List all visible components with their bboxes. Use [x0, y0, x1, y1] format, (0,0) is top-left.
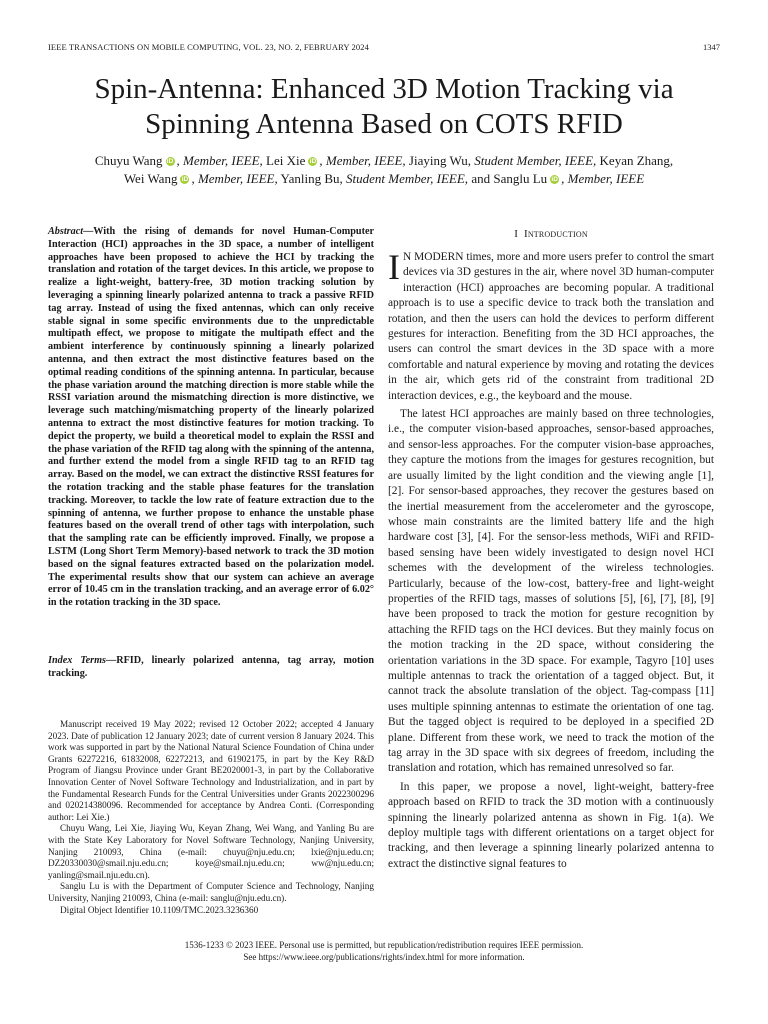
author-role: , Member, IEEE [561, 171, 645, 186]
author-role: , Member, IEEE, [191, 171, 278, 186]
abstract [48, 226, 374, 610]
paper-title [48, 72, 720, 142]
title-line-1: Spin-Antenna: Enhanced 3D Motion Tracking via [94, 73, 674, 105]
section-heading [388, 228, 714, 240]
footnotes [48, 719, 374, 916]
abstract-label: Abstract [48, 226, 84, 237]
abstract-text: —With the rising of demands for novel Human-Computer Interaction (HCI) approaches in the 3D space, a number of intelligent approaches have been proposed to achieve the HCI by tracking the translation and rotation of the target devices. In this article, we propose to realize a light-weight, battery-free, 3D motion tracking solution by leveraging a spinning linearly polarized antenna to track a passive RFID tag array. Instead of using the fixed antennas, which can only receive stable signal in some specific environments due to the unpredictable multipath effect, we propose to mitigate the multipath effect and the ambient interference by continuously spinning a linearly polarized antenna, and then extract the most distinctive features based on the optimal reading conditions of the spinning antenna. In particular, because the phase variation around the matching direction is more stable while the RSSI variation around the mismatching direction is more distinctive, we leverage such matching/mismatching property of the linearly polarized antenna to extract the most distinctive features for motion tracking. To depict the property, we build a theoretical model to explain the RSSI and the phase variation of the RFID tag along with the spinning of the antenna, and further extend the model from a single RFID tag to an RFID tag array. Based on the model, we can extract the distinctive RSSI features for the rotation tracking and the stable phase features for the translation tracking. Moreover, to tackle the low rate of feature extraction due to the spinning of antenna, we further propose to enhance the unstable phase features based on the overall trend of other tags with interpolation, such that the sampling rate can be efficiently improved. Finally, we propose a LSTM (Long Short Term Memory)-based network to track the 3D motion based on the signal features extracted based on the polarization model. The experimental results show that our system can achieve an average error of 10.45 cm in the translation tracking, and an average error of 6.02° in the rotation tracking in the 3D space. [48, 226, 374, 609]
section-title: Introduction [523, 228, 588, 240]
footnote-affiliation: Chuyu Wang, Lei Xie, Jiaying Wu, Keyan Zhang, Wei Wang, and Yanling Bu are with the State Key Laboratory for Novel Software Technology, Nanjing University, Nanjing 210093, China (e-mail: chuyu@nju.edu.cn; lxie@nju.edu.cn; DZ20330030@smail.nju.edu.cn; koye@smail.nju.edu.cn; ww@nju.edu.cn; yanling@smail.nju.edu.cn). [48, 823, 374, 880]
author-role: Student Member, IEEE, [474, 153, 597, 168]
page-number: 1347 [703, 42, 720, 52]
copyright-line-2: See https://www.ieee.org/publications/rights/index.html for more information. [243, 952, 525, 962]
author-list [48, 152, 720, 188]
author-name: Yanling Bu, [280, 171, 343, 186]
running-header [48, 42, 720, 54]
intro-paragraph-3: In this paper, we propose a novel, light-weight, battery-free approach based on RFID to track the 3D motion with a continuously spinning the linearly polarized antenna as shown in Fig. 1(a). We deploy multiple tags with different orientations on a target object for tracking, and then leverage a spinning linearly polarized antenna to extract the distinctive signal features to [388, 780, 714, 870]
index-terms [48, 655, 374, 681]
author-name: and Sanglu Lu [471, 171, 548, 186]
introduction-body [388, 247, 714, 875]
author-role: , Member, IEEE, [176, 153, 263, 168]
author-name: Jiaying Wu, [408, 153, 471, 168]
section-number: I [514, 228, 519, 240]
journal-name: IEEE TRANSACTIONS ON MOBILE COMPUTING, VOL. 23, NO. 2, FEBRUARY 2024 [48, 42, 369, 52]
copyright-notice [48, 939, 720, 963]
author-name: Keyan Zhang, [599, 153, 674, 168]
author-name: Wei Wang [123, 171, 178, 186]
orcid-icon[interactable]: iD [166, 158, 174, 165]
author-line-1 [48, 152, 720, 170]
dropcap-letter: I [388, 247, 400, 287]
footnote-affiliation-2: Sanglu Lu is with the Department of Computer Science and Technology, Nanjing University, Nanjing 210093, China (e-mail: sanglu@nju.edu.cn). [48, 881, 374, 903]
author-name: Lei Xie [266, 153, 306, 168]
intro-paragraph-2: The latest HCI approaches are mainly based on three technologies, i.e., the computer vision-based approaches, sensor-based approaches, and sensor-less approaches. For the computer vision-base approaches, they capture the motions from the images for gestures recognition, but are usually limited by the light condition and the viewing angle [1], [2]. For sensor-based approaches, they recover the gestures based on the inertial measurement from the accelerometer and the gyroscope, whose main constraints are the limited battery life and the high hardware cost [3], [4]. For the sensor-less methods, WiFi and RFID-based sensing have been widely investigated to design novel HCI schemes with the development of the wireless technologies. Particularly, because of the low-cost, battery-free and light-weight properties of the RFID tags, masses of solutions [5], [6], [7], [8], [9] have been proposed to track the motion for gesture recognition by attaching the RFID tags on the HCI devices. But they mainly focus on the motion tracking in the 2D space, without considering the orientation variations in the 3D space. For example, Tagyro [10] uses multiple antennas to track the orientation of a tagged object. But, it cannot track the absolute translation of the object. Tag-compass [11] uses multiple spinning antennas to estimate the orientation of one tag. But the tagged object is required to be deployed in a specified 2D plane. Different from these work, we need to track the motion of the tag array in the 3D space with six degrees of freedom, including the translation and rotation, which has remained unresolved so far. [388, 408, 714, 775]
author-line-2 [48, 170, 720, 188]
copyright-line-1: 1536-1233 © 2023 IEEE. Personal use is permitted, but republication/redistribution requires IEEE permission. [184, 940, 584, 950]
orcid-icon[interactable]: iD [309, 158, 317, 165]
title-line-2: Spinning Antenna Based on COTS RFID [145, 108, 623, 140]
index-terms-text: —RFID, linearly polarized antenna, tag array, motion tracking. [48, 655, 374, 679]
orcid-icon[interactable]: iD [181, 176, 189, 183]
intro-paragraph-1: I N MODERN times, more and more users prefer to control the smart devices via 3D gestures in the air, where novel 3D human-computer interaction (HCI) approaches are becoming popular. A traditional approach is to use a specific device to track both the translation and rotation, and then the users can hold the devices to perform different gestures for interaction. Benefiting from the 3D HCI approaches, the users can control the smart devices in the 3D space with a more comfortable and natural experience by moving and rotating the devices in the air, which gets rid of the constraint from traditional 2D interaction devices, e.g., the keyboard and the mouse. [388, 247, 714, 402]
orcid-icon[interactable]: iD [551, 176, 558, 183]
author-name: Chuyu Wang [94, 153, 163, 168]
footnote-doi: Digital Object Identifier 10.1109/TMC.2023.3236360 [60, 904, 259, 915]
author-role: Student Member, IEEE, [346, 171, 469, 186]
author-role: , Member, IEEE, [319, 153, 406, 168]
footnote-manuscript: Manuscript received 19 May 2022; revised 12 October 2022; accepted 4 January 2023. Date of publication 12 January 2023; date of current version 8 January 2024. This work was supported in part by the National Natural Science Foundation of China under Grants 62272216, 61832008, 62272213, and 61902175, in part by the Key R&D Program of Jiangsu Province under Grant BE2020001-3, in part by the Collaborative Innovation Center of Novel Software Technology and Industrialization, and in part by the Fundamental Research Funds for the Central Universities under Grants 2022300296 and 020214380096. Recommended for acceptance by Andrea Conti. (Corresponding author: Lei Xie.) [48, 719, 374, 822]
index-terms-label: Index Terms [48, 655, 107, 666]
